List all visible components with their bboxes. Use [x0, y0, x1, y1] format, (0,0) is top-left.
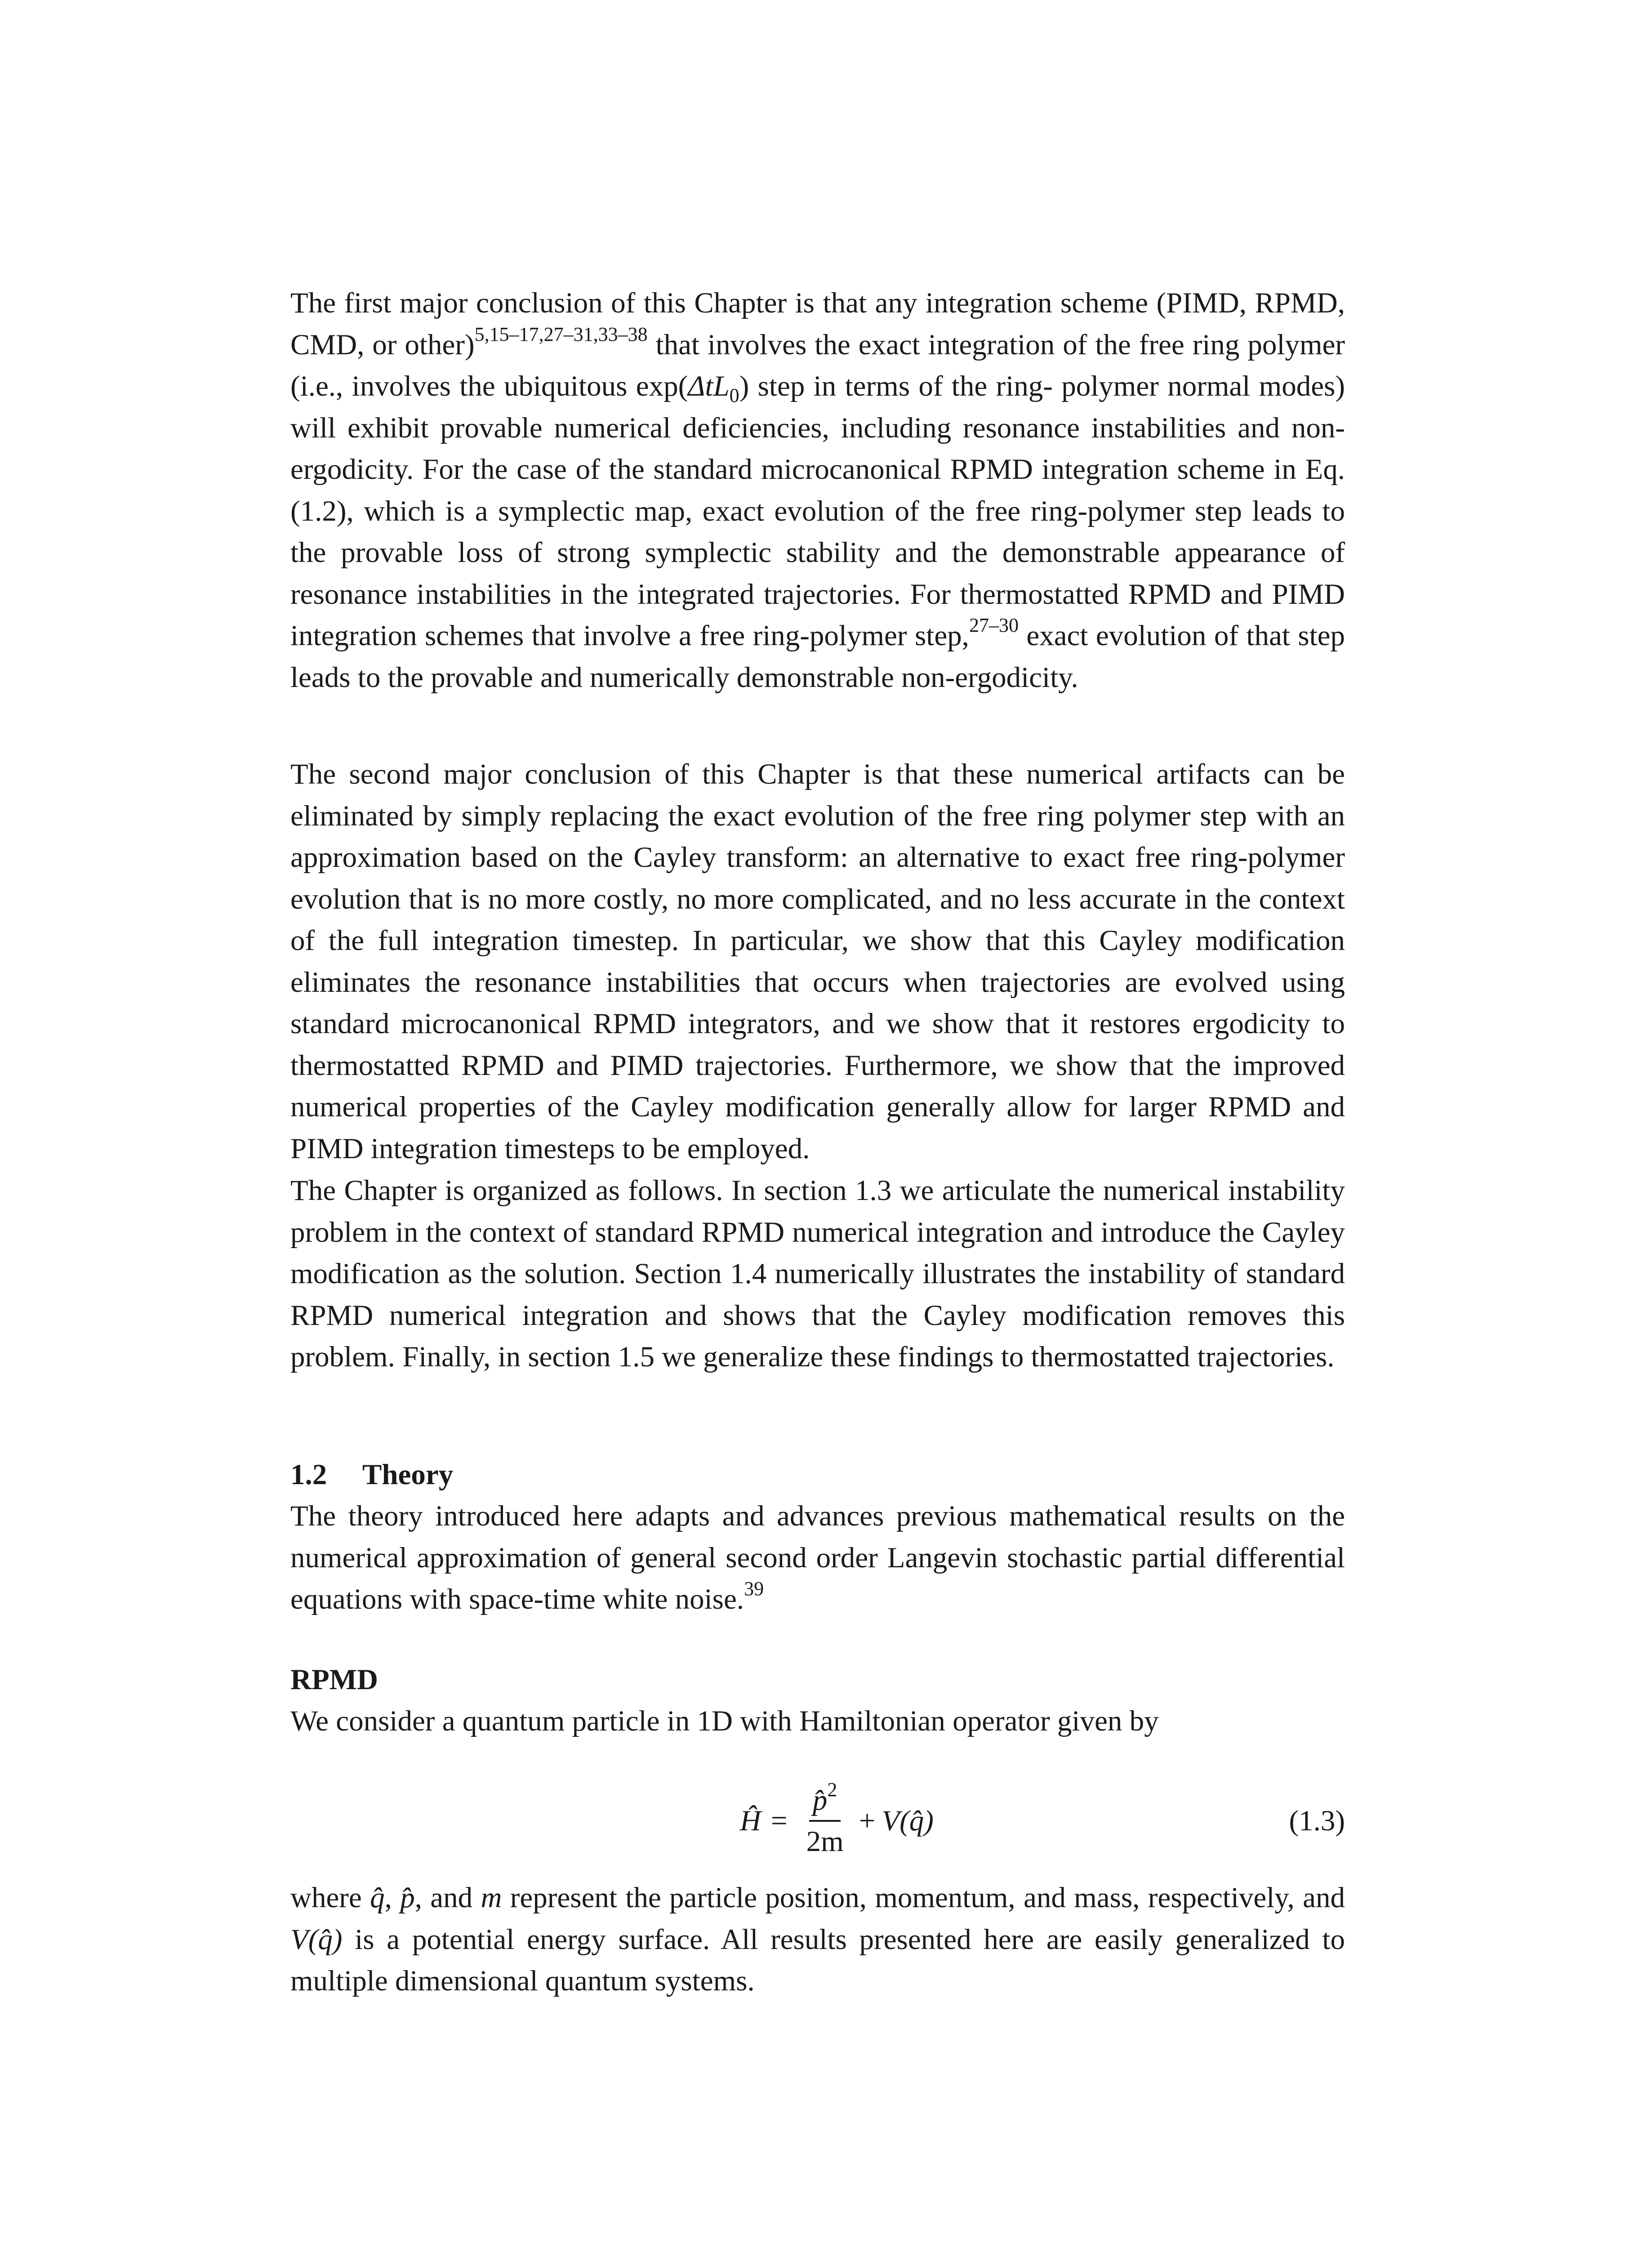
numerator-exponent: 2: [827, 1779, 837, 1801]
math-subscript: 0: [729, 384, 739, 406]
rpmd-intro: [290, 1700, 1345, 1742]
p1-line1: The first major conclusion of this Chapter is that any integration scheme (PIMD,: [290, 287, 1247, 319]
theory-text: The theory introduced here adapts and advances previous mathematical results on the numerical approximation of general second order Langevin stochastic partial differential equations with space-time white noise.: [290, 1500, 1345, 1615]
fp-a: where: [290, 1882, 370, 1914]
paragraph-2: [290, 754, 1345, 1169]
fraction-numerator: [809, 1779, 841, 1822]
fp-e: is a potential energy surface. All results presented here are easily generalized to multiple dimensional quantum systems.: [290, 1923, 1345, 1997]
fp-b: ,: [384, 1882, 401, 1914]
math-q-hat: q̂: [370, 1882, 385, 1914]
math-V-arg: (q̂): [308, 1923, 343, 1956]
fp-d: represent the particle position, momentum, and mass, respectively, and: [502, 1882, 1345, 1914]
section-number: 1.2: [290, 1459, 327, 1491]
equation-plus: +: [859, 1804, 876, 1837]
math-V: V: [290, 1923, 308, 1956]
fraction-denominator: [806, 1822, 844, 1860]
p1-rest-b: exact evolution of that step leads to the provable and numerically demonstrable non-ergodicity.: [290, 620, 1345, 694]
fp-c: , and: [414, 1882, 481, 1914]
equation-lhs: Ĥ: [740, 1804, 761, 1837]
equation-body: [740, 1762, 934, 1879]
final-paragraph-body: [290, 1877, 1345, 2002]
citation-superscript: 27–30: [969, 614, 1019, 636]
numerator-p-hat: p̂: [812, 1784, 828, 1816]
theory-paragraph: [290, 1495, 1345, 1620]
math-m: m: [481, 1882, 502, 1914]
p1-rest-a: polymer normal modes) will exhibit provable numerical deficiencies, including resonance instabilities and non-ergodicity. For the case of the standard microcanonical RPMD integration scheme in Eq. (1.2), which is a symplectic map, exact evolution of the free ring-polymer step leads to the provable loss of strong symplectic stability and the demonstrable appearance of resonance instabilities in the integrated trajectories. For thermostatted RPMD and PIMD integration schemes that involve a free ring-polymer step,: [290, 370, 1345, 652]
denominator-text: 2m: [806, 1825, 844, 1858]
equation-potential: V: [882, 1804, 900, 1837]
citation-superscript: 39: [744, 1578, 764, 1600]
p1-line2-a: RPMD, CMD, or other): [290, 287, 1345, 361]
final-paragraph: [290, 1877, 1345, 2002]
equation-equals: =: [770, 1804, 788, 1837]
equation-number: (1.3): [1289, 1804, 1345, 1837]
rpmd-intro-text: We consider a quantum particle in 1D with Hamiltonian operator given by: [290, 1705, 1159, 1737]
section-title: Theory: [362, 1459, 454, 1491]
p1-line3-b: ) step in terms of the ring-: [739, 370, 1053, 402]
paragraph-2-body: The second major conclusion of this Chapter is that these numerical artifacts can be eliminated by simply replacing the exact evolution of the free ring polymer step with an approximation based on the Cayley transform: an alternative to exact free ring-polymer evolution that is no more costly, no more complicated, and no less accurate in the context of the full integration timestep. In particular, we show that this Cayley modification eliminates the resonance instabilities that occurs when trajectories are evolved using standard microcanonical RPMD integrators, and we show that it restores ergodicity to thermostatted RPMD and PIMD trajectories. Furthermore, we show that the improved numerical properties of the Cayley modification generally allow for larger RPMD and PIMD integration timesteps to be employed.: [290, 758, 1345, 1165]
paragraph-1: [290, 282, 1345, 698]
paragraph-3-body: The Chapter is organized as follows. In section 1.3 we articulate the numerical instability problem in the context of standard RPMD numerical integration and introduce the Cayley modification as the solution. Section 1.4 numerically illustrates the instability of standard RPMD numerical integration and shows that the Cayley modification removes this problem. Finally, in section 1.5 we generalize these findings to thermostatted trajectories.: [290, 1174, 1345, 1373]
math-p-hat: p̂: [400, 1882, 415, 1914]
paragraph-1-body: [290, 282, 1345, 698]
citation-superscript: 5,15–17,27–31,33–38: [474, 323, 648, 345]
section-heading: [290, 1454, 453, 1495]
paragraph-3: [290, 1170, 1345, 1378]
p1-line2-b: that involves the exact integration of the: [647, 328, 1131, 361]
p1-line3-a: free ring polymer (i.e., involves the ubiquitous exp(: [290, 328, 1345, 402]
equation-fraction: [806, 1779, 844, 1860]
equation-potential-arg: (q̂): [899, 1804, 934, 1837]
equation-hamiltonian: [290, 1762, 1345, 1879]
subsection-heading: RPMD: [290, 1664, 378, 1696]
theory-paragraph-body: [290, 1495, 1345, 1620]
math-delta-t-L: ΔtL: [688, 370, 730, 402]
